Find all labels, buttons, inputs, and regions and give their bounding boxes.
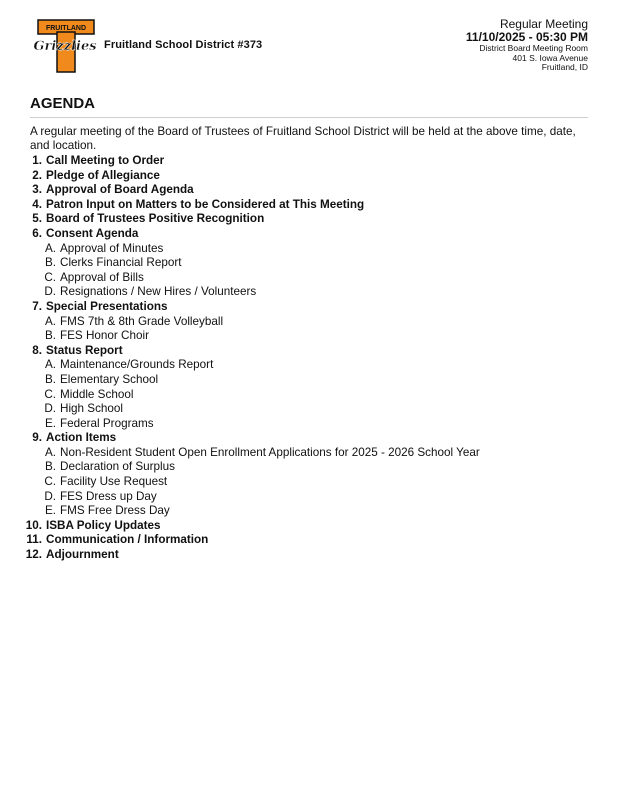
document-header — [0, 0, 618, 90]
subitem-label: FES Dress up Day — [60, 489, 157, 503]
agenda-subitem — [22, 460, 592, 475]
agenda-item — [22, 169, 592, 184]
agenda-subitem — [22, 285, 592, 300]
item-label: Status Report — [46, 343, 123, 357]
item-label: Communication / Information — [46, 533, 209, 547]
subitem-letter: B. — [44, 460, 56, 474]
meeting-meta — [466, 18, 588, 72]
agenda-item — [22, 154, 592, 169]
subitem-letter: C. — [44, 475, 56, 489]
agenda-subitem — [22, 271, 592, 286]
agenda-item — [22, 300, 592, 315]
agenda-subitem — [22, 417, 592, 432]
item-label: Board of Trustees Positive Recognition — [46, 212, 265, 226]
item-number: 9. — [32, 431, 42, 445]
intro-paragraph: A regular meeting of the Board of Trustees of Fruitland School District will be held at the above time, date, and location. — [30, 125, 576, 152]
item-label: Approval of Board Agenda — [46, 183, 194, 197]
subitem-letter: A. — [44, 241, 56, 255]
subitem-letter: E. — [44, 416, 56, 430]
agenda-subitem — [22, 242, 592, 257]
agenda-item — [22, 212, 592, 227]
fruitland-grizzlies-logo — [30, 18, 100, 74]
item-label: Consent Agenda — [46, 226, 139, 240]
item-label: Special Presentations — [46, 299, 168, 313]
subitem-label: Resignations / New Hires / Volunteers — [60, 285, 257, 299]
agenda-item — [22, 548, 592, 563]
agenda-subitem — [22, 504, 592, 519]
item-label: Action Items — [46, 431, 117, 445]
meeting-type: Regular Meeting — [499, 17, 588, 31]
item-number: 6. — [32, 226, 42, 240]
item-number: 2. — [32, 168, 42, 182]
agenda-subitem — [22, 490, 592, 505]
subitem-label: Approval of Bills — [60, 270, 144, 284]
agenda-subitem — [22, 256, 592, 271]
subitem-letter: C. — [44, 270, 56, 284]
agenda-subitem — [22, 315, 592, 330]
subitem-letter: E. — [44, 504, 56, 518]
item-label: Call Meeting to Order — [46, 154, 165, 167]
subitem-letter: D. — [44, 285, 56, 299]
agenda-subitem — [22, 373, 592, 388]
subitem-letter: D. — [44, 489, 56, 503]
meeting-datetime: 11/10/2025 - 05:30 PM — [465, 30, 588, 45]
agenda-subitem — [22, 388, 592, 403]
agenda-item — [22, 183, 592, 198]
location-room: District Board Meeting Room — [479, 43, 588, 54]
subitem-letter: B. — [44, 372, 56, 386]
agenda-item — [22, 431, 592, 446]
subitem-letter: D. — [44, 402, 56, 416]
subitem-label: Elementary School — [60, 372, 159, 386]
subitem-letter: B. — [44, 329, 56, 343]
item-number: 1. — [32, 154, 42, 167]
item-label: ISBA Policy Updates — [46, 518, 161, 532]
page-title: AGENDA — [30, 95, 96, 112]
item-number: 10. — [25, 518, 42, 532]
subitem-label: Clerks Financial Report — [60, 256, 182, 270]
title-divider — [30, 117, 588, 118]
agenda-item — [22, 344, 592, 359]
item-number: 5. — [32, 212, 42, 226]
subitem-letter: A. — [44, 314, 56, 328]
subitem-letter: A. — [44, 445, 56, 459]
logo-script-text: Grizzlies — [33, 39, 97, 54]
subitem-label: FMS Free Dress Day — [60, 504, 170, 518]
item-number: 7. — [32, 299, 42, 313]
subitem-letter: A. — [44, 358, 56, 372]
item-number: 3. — [32, 183, 42, 197]
subitem-label: Non-Resident Student Open Enrollment Applications for 2025 - 2026 School Year — [60, 445, 480, 459]
agenda-item — [22, 519, 592, 534]
subitem-label: FES Honor Choir — [60, 329, 149, 343]
agenda-subitem — [22, 329, 592, 344]
subitem-letter: B. — [44, 256, 56, 270]
subitem-letter: C. — [44, 387, 56, 401]
agenda-subitem — [22, 358, 592, 373]
location-street: 401 S. Iowa Avenue — [512, 52, 588, 63]
agenda-item — [22, 198, 592, 213]
item-label: Patron Input on Matters to be Considered at This Meeting — [46, 197, 365, 211]
subitem-label: High School — [60, 402, 124, 416]
subitem-label: Middle School — [60, 387, 134, 401]
district-name: Fruitland School District #373 — [104, 39, 263, 51]
agenda-subitem — [22, 402, 592, 417]
item-label: Adjournment — [46, 548, 119, 562]
item-number: 12. — [25, 548, 42, 562]
location-city: Fruitland, ID — [541, 62, 588, 73]
subitem-label: Facility Use Request — [60, 475, 168, 489]
subitem-label: Federal Programs — [60, 416, 154, 430]
logo-top-text: FRUITLAND — [45, 25, 87, 32]
subitem-label: Declaration of Surplus — [60, 460, 175, 474]
item-number: 11. — [26, 533, 42, 547]
subitem-label: Approval of Minutes — [60, 241, 164, 255]
agenda-list — [22, 154, 592, 563]
item-number: 8. — [32, 343, 42, 357]
agenda-item — [22, 533, 592, 548]
agenda-subitem — [22, 446, 592, 461]
item-number: 4. — [32, 197, 42, 211]
item-label: Pledge of Allegiance — [46, 168, 160, 182]
subitem-label: FMS 7th & 8th Grade Volleyball — [60, 314, 224, 328]
subitem-label: Maintenance/Grounds Report — [60, 358, 214, 372]
agenda-item — [22, 227, 592, 242]
agenda-subitem — [22, 475, 592, 490]
